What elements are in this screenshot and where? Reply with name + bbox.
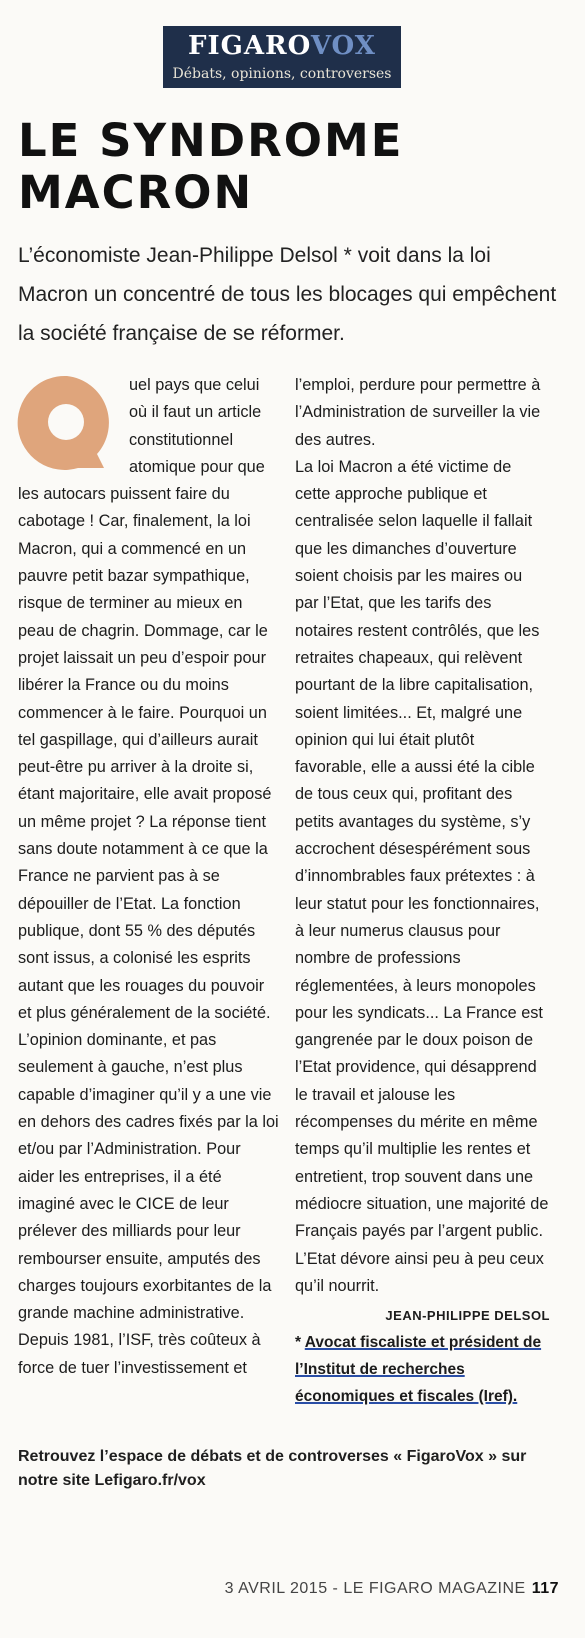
masthead-tagline: Débats, opinions, controverses [172,66,392,82]
article-body-col2-para2: La loi Macron a été victime de cette approche publique et centralisée selon laquelle il fallait que les dimanches d’ouverture soient choisis par les maires ou par l’Etat, que les tarifs des notaires restent contrôlés, que les retraites chapeaux, qui relèvent pourtant de la libre capitalisation, soient limitées... Et, malgré une opinion qui lui était plutôt favorable, elle a aussi été la cible de tous ceux qui, profitant des petits avantages du système, s’y accrochent désespérément sous d’innombrables faux prétextes : à leur statut pour les fonctionnaires, à leur numerus clausus pour nombre de professions réglementées, à leurs monopoles pour les syndicats... La France est gangrenée par le doux poison de l’Etat providence, qui désapprend le travail et jalouse les récompenses du mérite en même temps qu’il multiplie les rentes et entretient, trop souvent dans une médiocre situation, une majorité de Français payés par l’argent public. L’Etat dévore ainsi peu à peu ceux qu’il nourrit. [295,457,549,1295]
article-column-1 [18,372,280,1382]
author-signature: JEAN-PHILIPPE DELSOL [385,1308,550,1324]
article-body-col1: uel pays que celui où il faut un article constitutionnel atomique pour que les autocars puissent faire du cabotage ! Car, finalement, la loi Macron, qui a commencé en un pauvre petit bazar sympathique, risque de terminer au mieux en peau de chagrin. Dommage, car le projet laissait un peu d’espoir pour libérer la France ou du moins commencer à le faire. Pourquoi un tel gaspillage, qui d’ailleurs aurait peut-être pu arriver à la droite si, étant majoritaire, elle avait proposé un même projet ? La réponse tient sans doute notamment à ce que la France ne parvient pas à se dépouiller de l’Etat. La fonction publique, dont 55 % des députés sont issus, a colonisé les esprits autant que les rouages du pouvoir et plus généralement de la société. L’opinion dominante, et pas seulement à gauche, n’est plus capable d’imaginer qu’il y a une vie en dehors des cadres fixés par la loi et/ou par l’Administration. Pour aider les entreprises, il a été imaginé avec le CICE de leur prélever des milliards pour leur rembourser ensuite, amputés des charges toujours exorbitantes de la grande machine administrative. Depuis 1981, l’ISF, très coûteux à force de tuer l’investissement et [18,376,279,1377]
drop-cap-q [16,372,119,475]
author-note [295,1329,550,1410]
page-footer [225,1580,559,1598]
article-column-2 [295,372,550,1410]
figarovox-logo: FIGAROVOX [188,31,376,61]
author-note-star: * [295,1334,305,1352]
drop-cap-q-glyph [16,372,119,475]
author-note-text: Avocat fiscaliste et président de l’Institut de recherches économiques et fiscales (Iref). [295,1334,542,1406]
figarovox-promo: Retrouvez l’espace de débats et de controverses « FigaroVox » sur notre site Lefigaro.fr/vox [18,1448,527,1489]
article-headline [18,115,478,219]
figarovox-masthead [163,26,401,88]
article-standfirst: L’économiste Jean-Philippe Delsol * voit dans la loi Macron un concentré de tous les blocages qui empêchent la société française de se réformer. [18,244,557,345]
article-body-col2-para1: l’emploi, perdure pour permettre à l’Administration de surveiller la vie des autres. [295,376,541,449]
headline-line-2: MACRON [18,166,254,219]
footer-issue: 3 AVRIL 2015 - LE FIGARO MAGAZINE [224,1580,526,1597]
headline-line-1: LE SYNDROME [18,114,404,167]
page-number: 117 [531,1580,559,1597]
